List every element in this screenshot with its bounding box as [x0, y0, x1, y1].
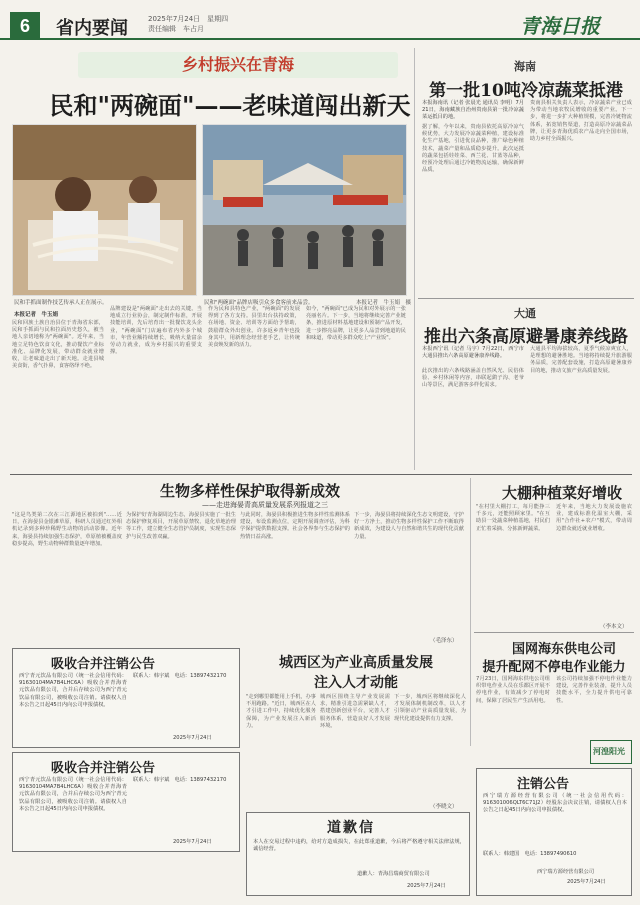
feature-subhead: ——走进海晏青高质量发展系列报道之三	[202, 501, 328, 509]
lead-body-col4: 如今，"两碗面"已成为民和对外展示的一张亮丽名片。下一步，当地将继续完善产业链条，推进原材料基地建设和预制产品开发，进一步擦亮品牌，让更多人品尝到地道的民和味道，带动更多群众吃上"产业饭"。	[306, 306, 406, 341]
datong-body-2: 大通县平均海拔较高，夏季气候凉爽宜人，是理想的避暑胜地。当地将持续提升旅游服务品质，完善配套设施，打造高原避暑康养目的地，推动文旅产业高质量发展。	[530, 346, 632, 374]
power-body-2: 该公司持续加强不停电作业能力建设，完善作业装备，提升人员技能水平，全力提升供电可靠性。	[556, 676, 632, 704]
cancellation-date: 2025年7月24日	[567, 879, 606, 885]
region-tag-hainan: 海南	[514, 60, 536, 73]
rule-hainan	[418, 298, 634, 299]
lead-photo-street-crowd	[202, 124, 407, 296]
west-district-body-col1: "走到哪里都能用上手机，办事不用跑路。"近日，城西区在人才引进工作中，持续优化服务保障，为产业发展注入新活力。	[246, 694, 316, 729]
datong-headline: 推出六条高原避暑康养线路	[424, 327, 628, 347]
lead-body-col1: 民和回族土族自治县位于青海省东部，民和手抓面与民和拉面历史悠久，被当地人亲切地称为"两碗面"。近年来，当地立足特色饮食文化，推动餐饮产业标准化、品牌化发展，带动群众就业增收，让老味道走出了新天地。走进县城美食街，香气扑鼻，食客络绎不绝。	[12, 320, 104, 370]
notice-1-title: 吸收合并注销公告	[51, 657, 156, 672]
greenhouse-signature: （李本文）	[600, 624, 628, 630]
apology-title: 道歉信	[327, 820, 375, 836]
west-district-signature: （李晓文）	[430, 804, 458, 810]
west-district-headline-1: 城西区为产业高质量发展	[279, 655, 433, 671]
notice-2-body: 西宁青元饮品有限公司（统一社会信用代码：91630104MA7B4LHC6A）吸收合并青海青元饮品有限公司，合并后存续公司为西宁青元饮品有限公司，被吸收公司注销。请债权人自本公告之日起45日内向公司申报债权。	[19, 777, 127, 812]
notice-2-title: 吸收合并注销公告	[51, 761, 156, 776]
street-crowd-image	[203, 125, 407, 296]
greenhouse-headline: 大棚种植菜好增收	[501, 484, 622, 502]
lead-body-col2: 品牌建设是"两碗面"走出去的关键。当地成立行业协会，制定制作标准，开展技能培训，先后培育出一批餐饮龙头企业，"两碗面"门店遍布省内外多个城市，年营业额持续增长，吸纳大量富余劳动力就业，成为乡村振兴的重要支撑。	[110, 306, 202, 356]
lead-byline: 本报记者 牛玉娟	[14, 312, 59, 318]
notice-box-2	[12, 752, 240, 852]
notice-1-date: 2025年7月24日	[173, 735, 212, 741]
photo1-caption: 民和手抓面制作技艺传承人正在展示。	[14, 300, 108, 306]
rule-mid-page	[10, 474, 632, 475]
cancellation-contact: 联系人：韩建国 电话：13897490610	[483, 851, 577, 857]
column-divider-mid	[470, 478, 471, 746]
hainan-headline: 第一批10吨冷凉蔬菜抵港	[429, 81, 623, 101]
notice-2-date: 2025年7月24日	[173, 839, 212, 845]
datong-body: 此次推出的六条线路涵盖自然风光、民俗体验、乡村休闲等内容，串联起鹞子沟、老爷山等景区，满足游客多样化需求。	[422, 368, 524, 389]
region-tag-datong: 大通	[514, 307, 536, 320]
apology-signer: 道歉人：青海昌瑞商贸有限公司	[357, 871, 430, 877]
lead-body-col3: 作为民和县特色产业，"两碗面"的发展得到了各方支持。县里出台扶持政策，在场地、资金、培训等方面给予帮助，鼓励群众外出创业。许多返乡青年也投身其中，用新理念经营老手艺，让传统美食焕发新的活力。	[208, 306, 300, 349]
lead-photo-noodle-master	[12, 124, 197, 296]
lead-kicker: 乡村振兴在青海	[78, 52, 398, 78]
power-headline-1: 国网海东供电公司	[511, 642, 616, 657]
power-headline-2: 提升配网不停电作业能力	[482, 660, 626, 675]
page-number: 6	[10, 12, 40, 40]
hainan-lead: 本报海南讯（记者 张晨光 通讯员 李明）7月21日，海南藏族自治州贵南县第一批冷凉蔬菜运抵目的地。	[422, 100, 524, 121]
west-district-body-col3: 下一步，城西区将继续深化人才发展体制机制改革，以人才引领驱动产业高质量发展，为现代化建设提供有力支撑。	[394, 694, 466, 722]
feature-body-col3: 与此同时，海晏县积极推进生物多样性监测体系建设，布设监测点位，定期开展调查评估，为科学保护提供数据支撑。社会各界参与生态保护的热情日益高涨。	[240, 512, 350, 540]
hehuang-logo	[590, 740, 632, 764]
notice-1-contact: 联系人：韩宇斌 电话：13897432170	[133, 673, 227, 679]
notice-box-1	[12, 648, 240, 748]
feature-headline: 生物多样性保护取得新成效	[159, 482, 340, 500]
hehuang-logo-text: 河湟阳光	[593, 746, 625, 756]
feature-signature: （毛泽东）	[430, 638, 458, 644]
masthead	[0, 0, 640, 40]
issue-editor: 责任编辑 车占月	[148, 25, 204, 33]
photo-credit: 本报记者 牛玉娟 摄	[356, 300, 412, 306]
hainan-body-2: 贵南县相关负责人表示，冷凉蔬菜产业已成为带动当地农牧民增收的重要产业。下一步，将进一步扩大种植规模，完善冷链物流体系，拓宽销售渠道，打造高原冷凉蔬菜品牌，让更多青海优质农产品走向全国市场，助力乡村全面振兴。	[530, 100, 632, 143]
cancellation-box	[476, 768, 632, 896]
rule-greenhouse	[474, 632, 634, 633]
cancellation-company: 西宁瑞方源经营有限公司	[537, 869, 595, 875]
apology-date: 2025年7月24日	[407, 883, 446, 889]
cancellation-body: 西宁瑞方源经营有限公司（统一社会信用代码：916301006QLT6C71J2）经股东会决议注销，请债权人自本公告之日起45日内向公司申报债权。	[483, 793, 627, 814]
apology-box	[246, 812, 470, 896]
apology-body: 本人在交易过程中违约，给对方造成损失，在此郑重道歉，今后将严格遵守相关法律法规，诚信经营。	[253, 839, 465, 853]
greenhouse-body-2: 近年来，当地大力发展设施农业，建成标准化温室大棚，采用"合作社+农户"模式，带动周边群众就近就业增收。	[556, 504, 632, 532]
section-title: 省内要闻	[56, 18, 128, 39]
photo2-caption: 民和"两碗面"品牌店吸引众多食客前来品尝。	[204, 300, 314, 306]
feature-body-col1: "这是鸟类第二次在三江源地区被拍到"……近日，在海晏县金银滩草原，科研人员通过红外相机记录到多种珍稀野生动物的活动影像。近年来，海晏县持续加强生态保护，草原植被覆盖度稳步提高，野生动物种群数量逐年增加。	[12, 512, 122, 547]
newspaper-logo: 青海日报	[520, 14, 600, 38]
datong-lead: 本报西宁讯（记者 马宇）7月22日，西宁市大通县推出六条高原避暑康养线路。	[422, 346, 524, 360]
power-body: 7月23日，国网海东供电公司组织带电作业人员在乐都区开展不停电作业，有效减少了停电时间，保障了居民生产生活用电。	[476, 676, 550, 704]
feature-body-col2: 为保护好青海湖周边生态，海晏县实施了一批生态保护修复项目，开展草原禁牧、退化草地治理等工作，建立健全生态管护员制度，实现生态保护与民生改善双赢。	[126, 512, 236, 540]
notice-1-body: 西宁青元饮品有限公司（统一社会信用代码：91630104MA7B4LHC6A）吸收合并青海青元饮品有限公司，合并后存续公司为西宁青元饮品有限公司，被吸收公司注销。请债权人自本公告之日起45日内向公司申报债权。	[19, 673, 127, 708]
noodle-master-image	[13, 125, 197, 296]
notice-2-contact: 联系人：韩宇斌 电话：13897432170	[133, 777, 227, 783]
greenhouse-body: "在村里大棚打工，每月能挣三千多元，还能照顾家里。"在互助县一处蔬菜种植基地，村民们正忙着采摘、分拣新鲜蔬菜。	[476, 504, 550, 532]
issue-date: 2025年7月24日 星期四	[148, 15, 229, 23]
feature-body-col4: 下一步，海晏县将持续深化生态文明建设，守护好一方净土，推动生物多样性保护工作不断取得新成效，为建设人与自然和谐共生的现代化贡献力量。	[354, 512, 464, 540]
column-divider-top	[414, 48, 415, 470]
west-district-body-col2: 城西区围绕主导产业发展需求，精准引进急需紧缺人才，搭建创新创业平台，完善人才服务体系，营造良好人才发展环境。	[320, 694, 390, 729]
lead-headline: 民和"两碗面"——老味道闯出新天	[49, 91, 411, 120]
west-district-headline-2: 注入人才动能	[314, 675, 398, 691]
cancellation-title: 注销公告	[517, 777, 570, 792]
hainan-body: 据了解，今年以来，贵南县依托高原冷凉气候优势，大力发展冷凉蔬菜种植，建设标准化生产基地，引进优良品种，推广绿色种植技术，蔬菜产量和品质稳步提升。此次运抵的蔬菜包括娃娃菜、西兰花、甘蓝等品种，经预冷处理后通过冷链物流运输，确保新鲜品质。	[422, 124, 524, 174]
